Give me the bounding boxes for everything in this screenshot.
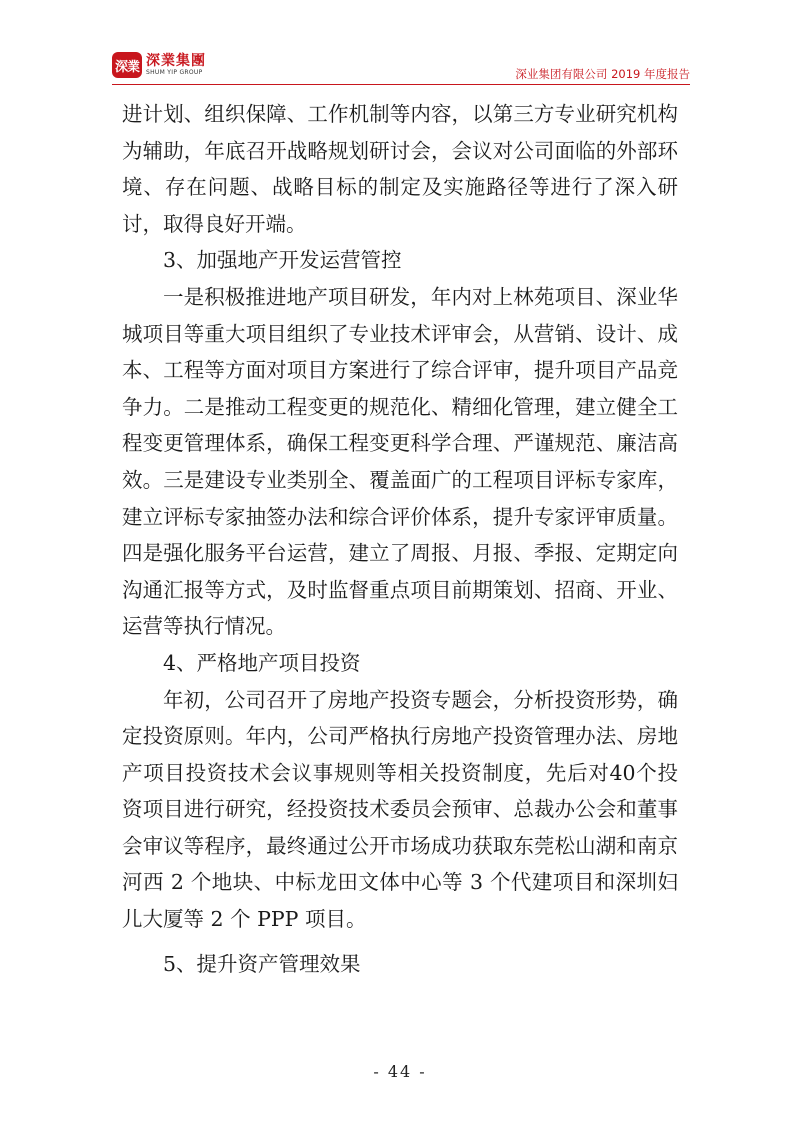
report-title: 深业集团有限公司 2019 年度报告 bbox=[515, 67, 690, 81]
page-number: - 44 - bbox=[373, 1062, 427, 1081]
logo-mark-icon: 深業 bbox=[112, 52, 142, 78]
paragraph-section-4: 年初，公司召开了房地产投资专题会，分析投资形势，确定投资原则。年内，公司严格执行房地产投资管理办法、房地产项目投资技术会议事规则等相关投资制度，先后对40个投资项目进行研究，经投资技术委员会预审、总裁办公会和董事会审议等程序，最终通过公开市场成功获取东莞松山湖和南京河西 2 个地块、中标龙田文体中心等 3 个代建项目和深圳妇儿大厦等 2 个 PPP 项目。 bbox=[122, 687, 678, 932]
logo-english-name: SHUM YIP GROUP bbox=[146, 69, 203, 76]
section-heading-4: 4、严格地产项目投资 bbox=[163, 650, 361, 675]
document-body bbox=[122, 96, 678, 982]
logo-chinese-name: 深業集團 bbox=[146, 53, 206, 69]
section-heading-5: 5、提升资产管理效果 bbox=[163, 951, 361, 976]
company-logo bbox=[112, 50, 206, 80]
logo-text bbox=[146, 54, 206, 76]
section-heading-3: 3、加强地产开发运营管控 bbox=[163, 248, 402, 273]
paragraph-continuation: 进计划、组织保障、工作机制等内容，以第三方专业研究机构为辅助，年底召开战略规划研讨会，会议对公司面临的外部环境、存在问题、战略目标的制定及实施路径等进行了深入研讨，取得良好开端。 bbox=[122, 102, 678, 236]
page-header bbox=[112, 50, 690, 84]
header-divider bbox=[112, 84, 690, 85]
paragraph-section-3: 一是积极推进地产项目研发，年内对上林苑项目、深业华城项目等重大项目组织了专业技术评审会，从营销、设计、成本、工程等方面对项目方案进行了综合评审，提升项目产品竞争力。二是推动工程变更的规范化、精细化管理，建立健全工程变更管理体系，确保工程变更科学合理、严谨规范、廉洁高效。三是建设专业类别全、覆盖面广的工程项目评标专家库，建立评标专家抽签办法和综合评价体系，提升专家评审质量。四是强化服务平台运营，建立了周报、月报、季报、定期定向沟通汇报等方式，及时监督重点项目前期策划、招商、开业、运营等执行情况。 bbox=[122, 284, 678, 639]
